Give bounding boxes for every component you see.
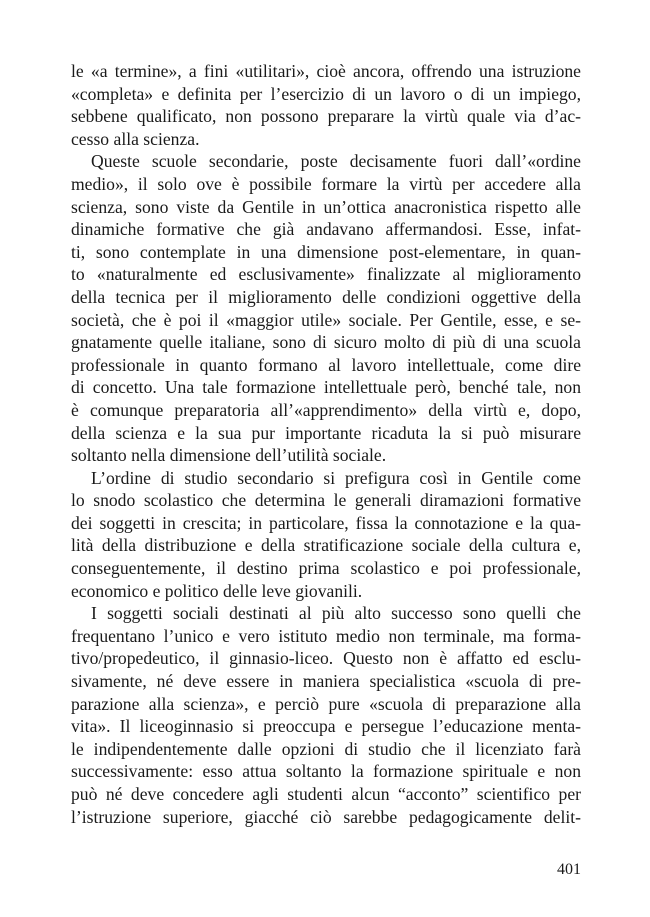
text-line: I soggetti sociali destinati al più alto successo sono quelli che bbox=[91, 603, 581, 624]
text-line: della tecnica per il miglioramento delle condizioni oggettive della bbox=[71, 286, 581, 307]
text-line: di concetto. Una tale formazione intellettuale però, benché tale, non bbox=[71, 377, 581, 398]
text-line: parazione alla scienza», e perciò pure «scuola di preparazione alla bbox=[71, 693, 581, 714]
body-text bbox=[71, 60, 581, 828]
text-line: Queste scuole secondarie, poste decisamente fuori dall’«ordine bbox=[91, 151, 581, 172]
text-line: le «a termine», a fini «utilitari», cioè ancora, offrendo una istruzione bbox=[71, 61, 581, 81]
text-line: l’istruzione superiore, giacché ciò sarebbe pedagogicamente delit- bbox=[71, 806, 581, 827]
text-line: lità della distribuzione e della stratificazione sociale della cultura e, bbox=[71, 535, 581, 556]
page-number: 401 bbox=[557, 861, 581, 878]
text-line: gnatamente quelle italiane, sono di sicuro molto di più di una scuola bbox=[71, 332, 581, 353]
text-line: dei soggetti in crescita; in particolare, fissa la connotazione e la qua- bbox=[71, 512, 581, 533]
paragraph bbox=[71, 60, 581, 150]
text-line: frequentano l’unico e vero istituto medio non terminale, ma forma- bbox=[71, 625, 581, 646]
text-line: to «naturalmente ed esclusivamente» finalizzate al miglioramento bbox=[71, 264, 581, 285]
text-line: professionale in quanto formano al lavoro intellettuale, come dire bbox=[71, 354, 581, 375]
text-line: scienza, sono viste da Gentile in un’ottica anacronistica rispetto alle bbox=[71, 196, 581, 217]
text-line: L’ordine di studio secondario si prefigura così in Gentile come bbox=[91, 467, 581, 488]
text-line: dinamiche formative che già andavano affermandosi. Esse, infat- bbox=[71, 219, 581, 240]
text-line: conseguentemente, il destino prima scolastico e poi professionale, bbox=[71, 558, 581, 579]
paragraph bbox=[71, 467, 581, 603]
text-line: sebbene qualificato, non possono preparare la virtù quale via d’ac- bbox=[71, 106, 581, 127]
paragraph bbox=[71, 150, 581, 466]
text-line: economico e politico delle leve giovanili. bbox=[71, 580, 363, 601]
paragraph bbox=[71, 602, 581, 828]
text-line: è comunque preparatoria all’«apprendimento» della virtù e, dopo, bbox=[71, 399, 581, 420]
text-line: successivamente: esso attua soltanto la formazione spirituale e non bbox=[71, 761, 581, 782]
text-line: soltanto nella dimensione dell’utilità sociale. bbox=[71, 445, 387, 466]
text-line: vita». Il liceoginnasio si preoccupa e persegue l’educazione menta- bbox=[71, 716, 581, 737]
text-line: le indipendentemente dalle opzioni di studio che il licenziato farà bbox=[71, 738, 581, 759]
text-line: «completa» e definita per l’esercizio di un lavoro o di un impiego, bbox=[71, 83, 581, 104]
text-line: della scienza e la sua pur importante ricaduta la si può misurare bbox=[71, 422, 581, 443]
text-line: lo snodo scolastico che determina le generali diramazioni formative bbox=[71, 490, 581, 511]
text-line: medio», il solo ove è possibile formare la virtù per accedere alla bbox=[71, 173, 581, 194]
text-line: sivamente, né deve essere in maniera specialistica «scuola di pre- bbox=[71, 671, 581, 692]
text-line: tivo/propedeutico, il ginnasio-liceo. Questo non è affatto ed esclu- bbox=[71, 648, 581, 669]
text-line: ti, sono contemplate in una dimensione post-elementare, in quan- bbox=[71, 241, 581, 262]
text-line: cesso alla scienza. bbox=[71, 128, 200, 149]
text-line: società, che è poi il «maggior utile» sociale. Per Gentile, esse, e se- bbox=[71, 309, 581, 330]
text-line: può né deve concedere agli studenti alcun “acconto” scientifico per bbox=[71, 784, 581, 804]
